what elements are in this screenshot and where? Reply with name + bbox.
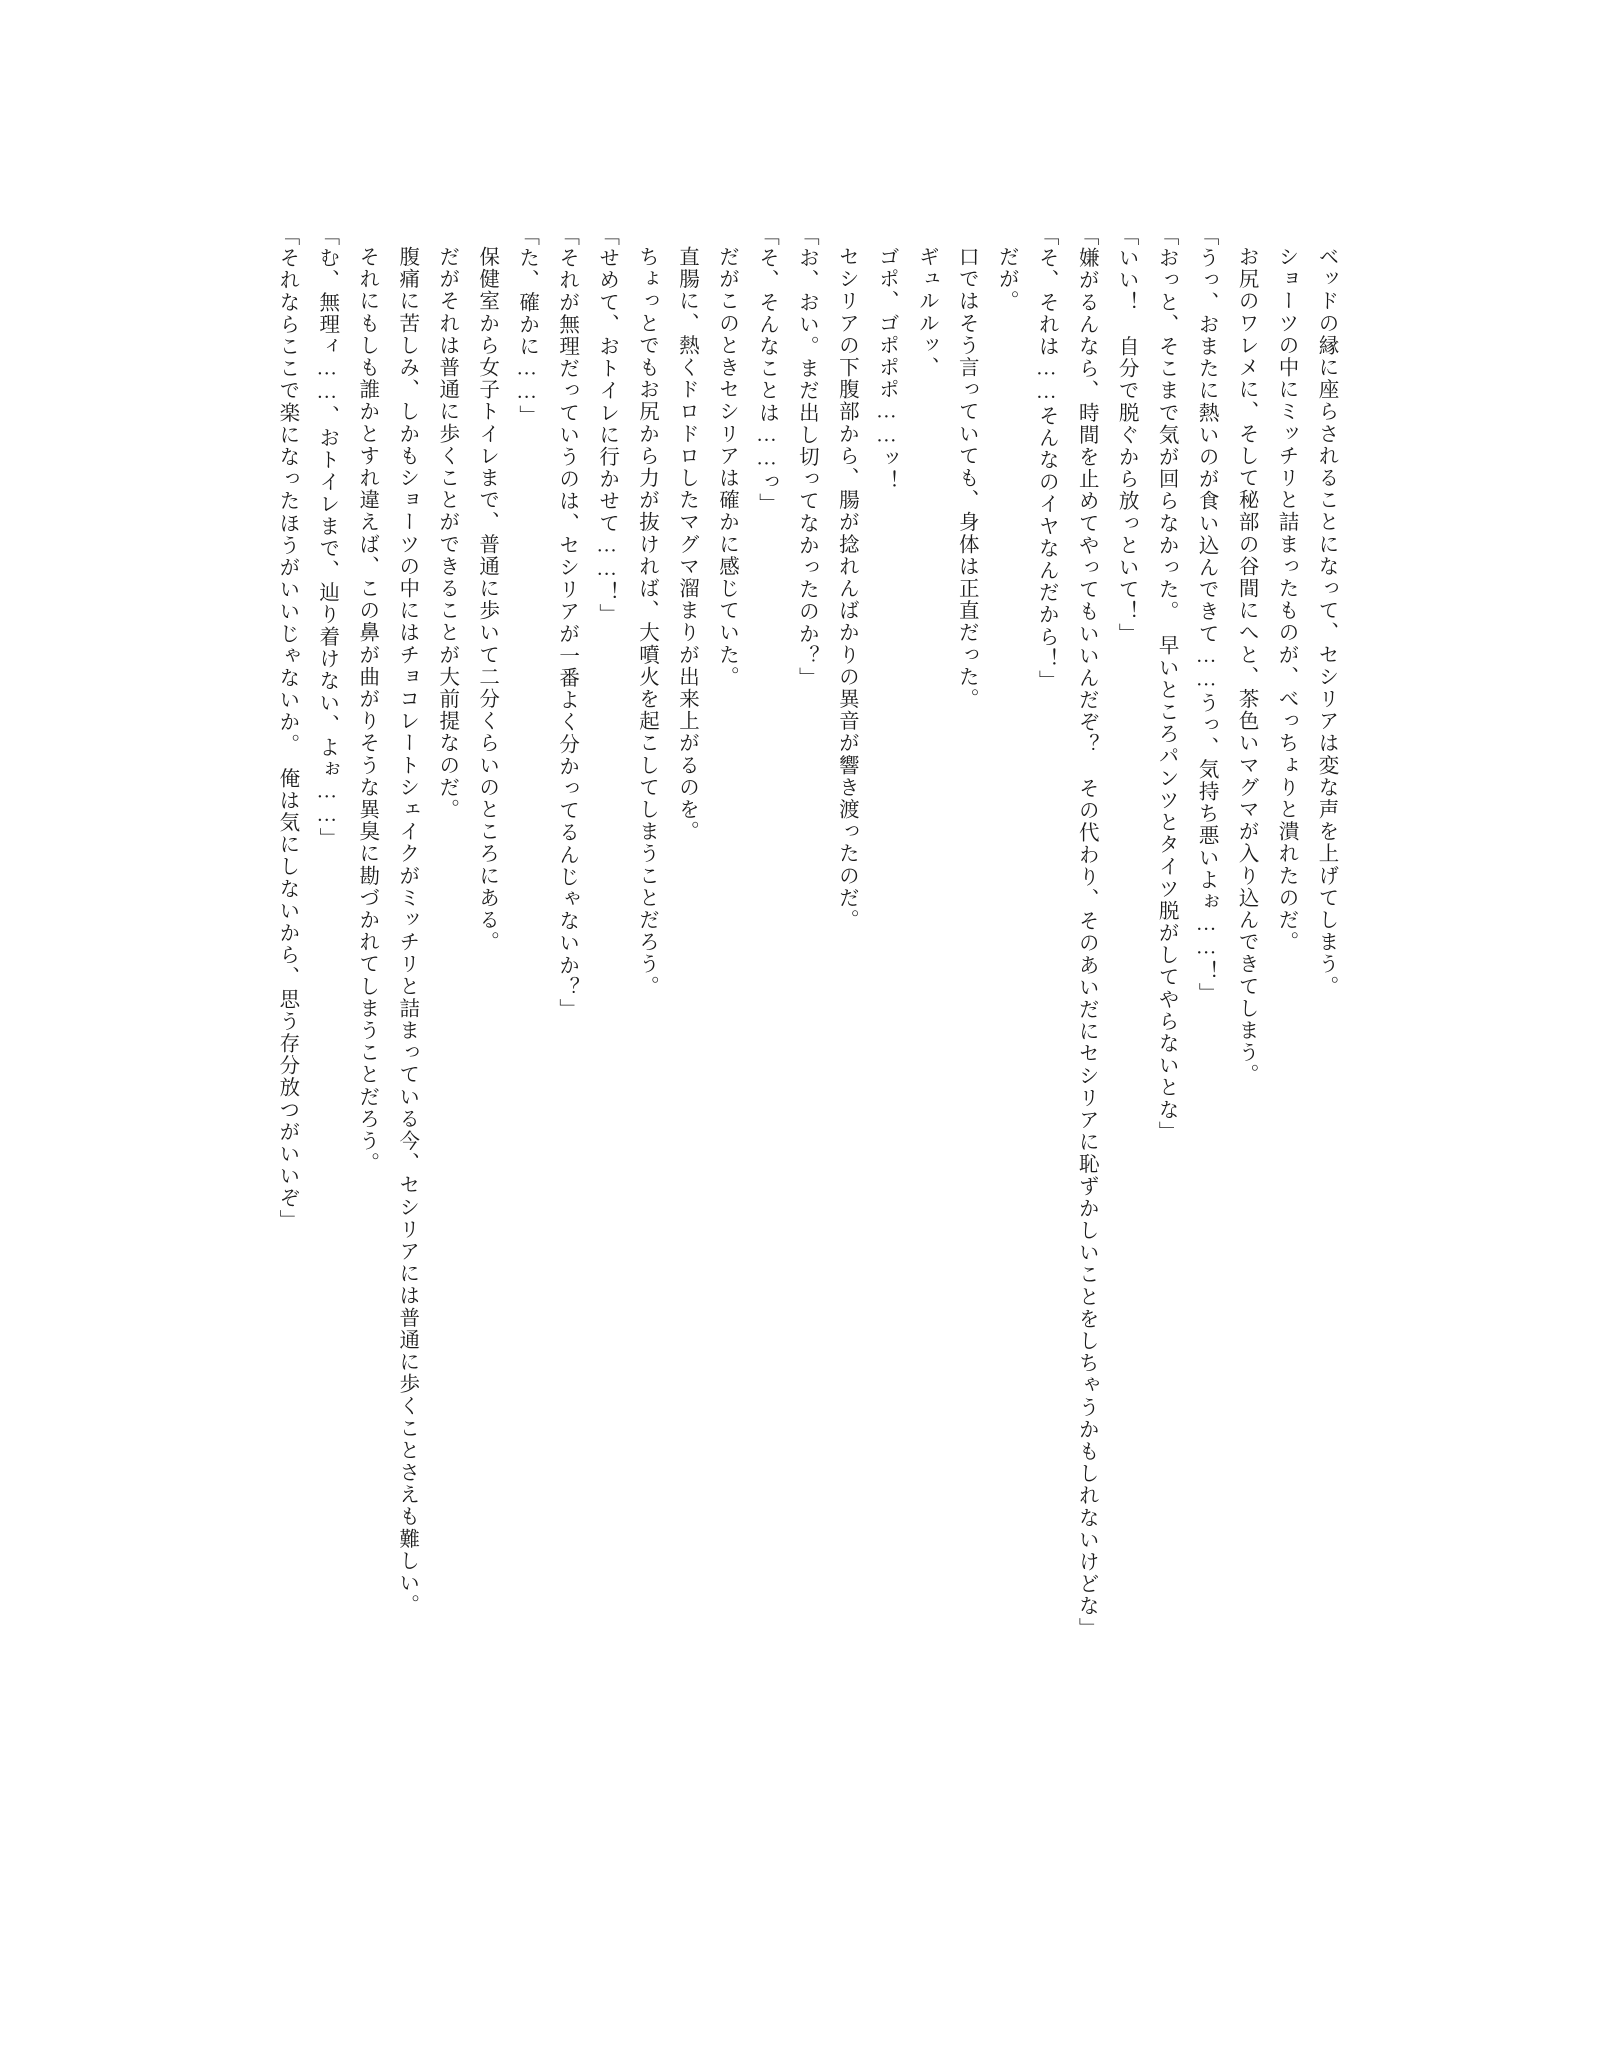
paragraph: それにもしも誰かとすれ違えば、この鼻が曲がりそうな異臭に勘づかれてしまうことだろう。 bbox=[355, 245, 378, 1174]
paragraph: だがそれは普通に歩くことができることが大前提なのだ。 bbox=[435, 245, 458, 821]
paragraph: 「うっ、おまたに熱いのが食い込んできて……うっ、気持ち悪いよぉ……！」 bbox=[1195, 225, 1218, 1005]
paragraph: 口ではそう言っていても、身体は正直だった。 bbox=[955, 245, 978, 710]
paragraph: 「せめて、おトイレに行かせて……！」 bbox=[595, 225, 618, 626]
paragraph: ショーツの中にミッチリと詰まったものが、べっちょりと潰れたのだ。 bbox=[1275, 245, 1298, 953]
paragraph: 「嫌がるんなら、時間を止めてやってもいいんだぞ？ その代わり、そのあいだにセシリアに恥ずかしいことをしちゃうかもしれないけどな」 bbox=[1075, 225, 1098, 1640]
paragraph: 「そ、そんなことは……っ」 bbox=[755, 225, 778, 516]
paragraph: 「それならここで楽になったほうがいいじゃないか。 俺は気にしないから、思う存分放つがいいぞ」 bbox=[275, 225, 298, 1232]
paragraph: だが。 bbox=[995, 245, 1018, 312]
paragraph: ベッドの縁に座らされることになって、セシリアは変な声を上げてしまう。 bbox=[1315, 245, 1337, 997]
paragraph: 「おっと、そこまで気が回らなかった。 早いところパンツとタイツ脱がしてやらないとな」 bbox=[1155, 225, 1178, 1143]
vertical-text-body bbox=[266, 225, 1345, 1825]
paragraph: ギュルルッ、 bbox=[915, 245, 938, 379]
paragraph: 「それが無理だっていうのは、セシリアが一番よく分かってるんじゃないか？」 bbox=[555, 225, 578, 1021]
paragraph: 「いい！ 自分で脱ぐから放っといて！」 bbox=[1115, 225, 1138, 645]
paragraph: セシリアの下腹部から、腸が捻れんばかりの異音が響き渡ったのだ。 bbox=[835, 245, 858, 931]
paragraph: 保健室から女子トイレまで、普通に歩いて二分くらいのところにある。 bbox=[475, 245, 498, 953]
paragraph: ゴポ、ゴポポポ……ッ！ bbox=[875, 245, 898, 492]
paragraph: ちょっとでもお尻から力が抜ければ、大噴火を起こしてしまうことだろう。 bbox=[635, 245, 658, 997]
paragraph: 腹痛に苦しみ、しかもショーツの中にはチョコレートシェイクがミッチリと詰まっている今、セシリアには普通に歩くことさえも難しい。 bbox=[395, 245, 418, 1616]
paragraph: 「た、確かに……」 bbox=[515, 225, 538, 427]
paragraph: 直腸に、熱くドロドロしたマグマ溜まりが出来上がるのを。 bbox=[675, 245, 698, 843]
paragraph: だがこのときセシリアは確かに感じていた。 bbox=[715, 245, 738, 688]
paragraph: お尻のワレメに、そして秘部の谷間にへと、茶色いマグマが入り込んできてしまう。 bbox=[1235, 245, 1258, 1086]
paragraph: 「お、おい。まだ出し切ってなかったのか？」 bbox=[795, 225, 818, 690]
paragraph: 「む、無理ィ……、おトイレまで、辿り着けない、よぉ……」 bbox=[315, 225, 338, 850]
paragraph: 「そ、それは……そんなのイヤなんだから！」 bbox=[1035, 225, 1058, 693]
